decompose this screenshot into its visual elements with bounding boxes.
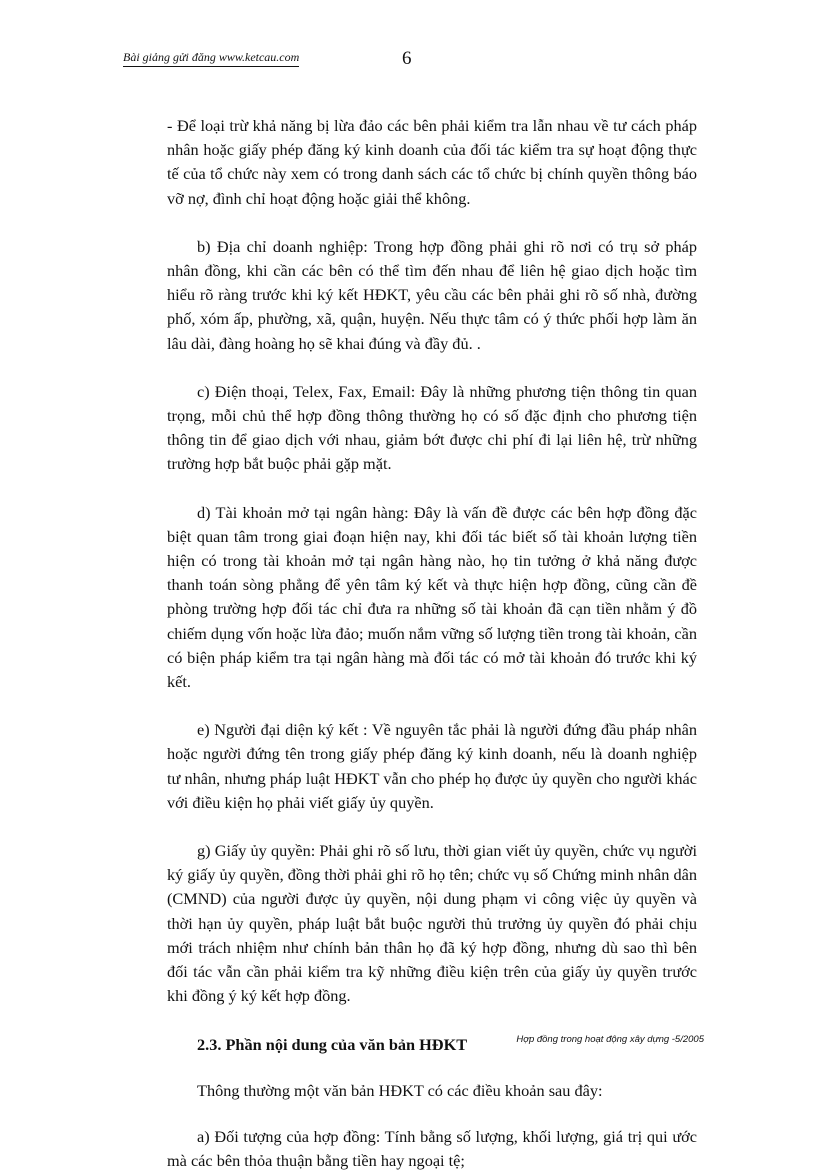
paragraph-business-address: b) Địa chỉ doanh nghiệp: Trong hợp đồng phải ghi rõ nơi có trụ sở pháp nhân đồng, khi cần các bên có thể tìm đến nhau để liên hệ giao dịch hoặc tìm hiểu rõ ràng trước khi ký kết HĐKT, yêu cầu các bên phải ghi rõ số nhà, đường phố, xóm ấp, phường, xã, quận, huyện. Nếu thực tâm có ý thức phối hợp làm ăn lâu dài, đàng hoàng họ sẽ khai đúng và đầy đủ. .	[167, 236, 697, 353]
section-heading: 2.3. Phần nội dung của văn bản HĐKT	[197, 1034, 468, 1054]
section-intro: Thông thường một văn bản HĐKT có các điều khoản sau đây:	[197, 1080, 603, 1100]
paragraph-contact-means: c) Điện thoại, Telex, Fax, Email: Đây là những phương tiện thông tin quan trọng, mỗi chủ thể hợp đồng thông thường họ có số đặc định cho phương tiện thông tin để giao dịch với nhau, giảm bớt được chi phí đi lại liên hệ, trừ những trường hợp bắt buộc phải gặp mặt.	[167, 381, 697, 474]
header-source: Bài giảng gửi đăng www.ketcau.com	[123, 50, 299, 67]
paragraph-verification: - Để loại trừ khả năng bị lừa đảo các bên phải kiểm tra lẫn nhau về tư cách pháp nhân hoặc giấy phép đăng ký kinh doanh của đối tác kiểm tra sự hoạt động thực tế của tổ chức này xem có trong danh sách các tổ chức bị chính quyền thông báo vỡ nợ, đình chỉ hoạt động hoặc giải thể không.	[167, 116, 697, 208]
footer-text: Hợp đồng trong hoạt động xây dựng -5/2005	[516, 1034, 704, 1045]
document-body	[167, 114, 697, 1173]
section-item-a: a) Đối tượng của hợp đồng: Tính bằng số lượng, khối lượng, giá trị qui ước mà các bên thỏa thuận bằng tiền hay ngoại tệ;	[167, 1126, 697, 1171]
page-number: 6	[402, 48, 412, 69]
paragraph-representative: e) Người đại diện ký kết : Về nguyên tắc phải là người đứng đầu pháp nhân hoặc người đứng tên trong giấy phép đăng ký kinh doanh, nếu là doanh nghiệp tư nhân, nhưng pháp luật HĐKT vẫn cho phép họ được ủy quyền cho người khác với điều kiện họ phải viết giấy ủy quyền.	[167, 720, 697, 812]
paragraph-bank-account: d) Tài khoản mở tại ngân hàng: Đây là vấn đề được các bên hợp đồng đặc biệt quan tâm trong giai đoạn hiện nay, khi đối tác biết số tài khoản lượng tiền hiện có trong tài khoản mở tại ngân hàng nào, họ tin tưởng ở khả năng được thanh toán sòng phẳng để yên tâm ký kết và thực hiện hợp đồng, cũng cần đề phòng trường hợp đối tác chỉ đưa ra những số tài khoản đã cạn tiền nhằm ý đồ chiếm dụng vốn hoặc lừa đảo; muốn nắm vững số lượng tiền trong tài khoản, cần có biện pháp kiểm tra tại ngân hàng mà đối tác có mở tài khoản đó trước khi ký kết.	[167, 502, 697, 692]
paragraph-authorization: g) Giấy ủy quyền: Phải ghi rõ số lưu, thời gian viết ủy quyền, chức vụ người ký giấy ủy quyền, đồng thời phải ghi rõ họ tên; chức vụ số Chứng minh nhân dân (CMND) của người được ủy quyền, nội dung phạm vi công việc ủy quyền và thời hạn ủy quyền, pháp luật bắt buộc người thủ trưởng ủy quyền đó phải chịu mới trách nhiệm như chính bản thân họ đã ký hợp đồng, nhưng dù sao thì bên đối tác vẫn cần phải kiểm tra kỹ những điều kiện trên của giấy ủy quyền trước khi đồng ý ký kết hợp đồng.	[167, 841, 698, 1006]
